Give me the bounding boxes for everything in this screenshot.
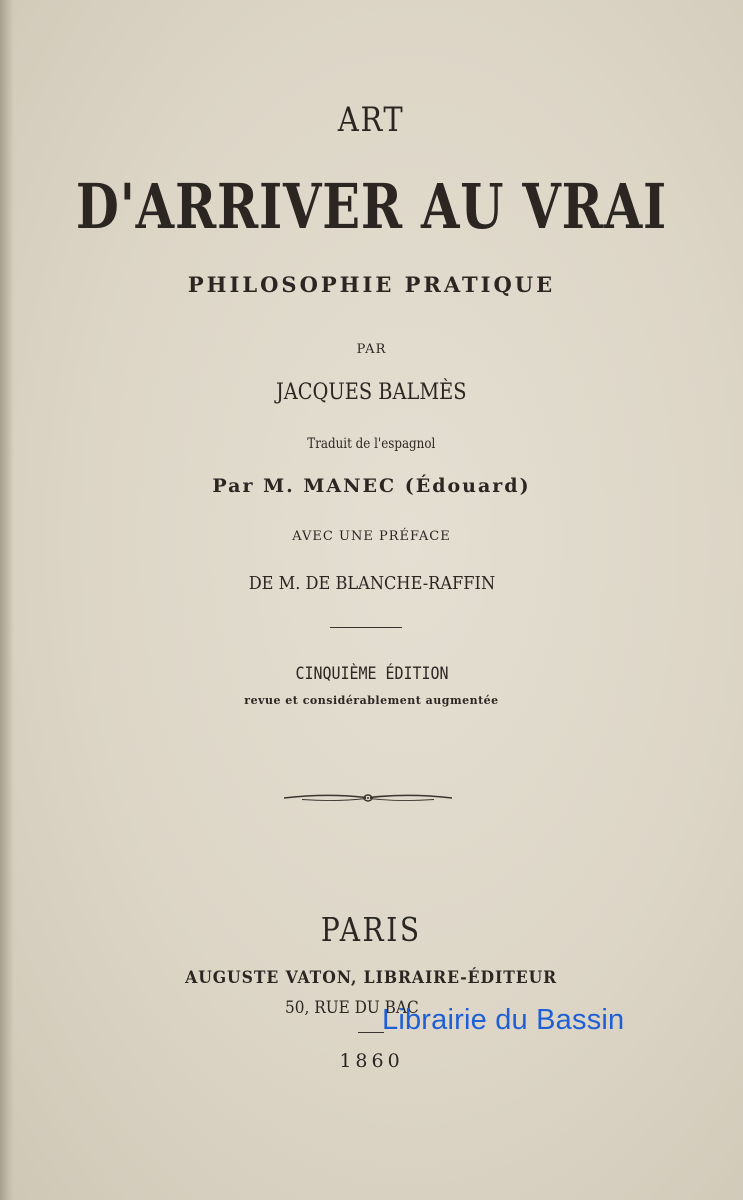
subtitle: PHILOSOPHIE PRATIQUE [187, 272, 556, 297]
publication-city-text: PARIS [321, 910, 422, 949]
publisher-name [0, 968, 743, 988]
author-name [0, 380, 743, 405]
publisher-name-text: AUGUSTE VATON, LIBRAIRE-ÉDITEUR [185, 968, 558, 988]
publication-year: 1860 [339, 1050, 404, 1072]
title-line-art [0, 100, 743, 140]
main-title [0, 170, 743, 243]
edition-label-text: CINQUIÈME ÉDITION [294, 664, 449, 684]
edition-note: revue et considérablement augmentée [244, 694, 499, 707]
main-title-text: D'ARRIVER AU VRAI [75, 170, 668, 243]
publication-city [0, 910, 743, 949]
translated-from-text: Traduit de l'espagnol [307, 436, 436, 452]
par-label: PAR [356, 342, 387, 357]
author-name-text: JACQUES BALMÈS [276, 380, 467, 405]
publisher-address-text: 50, RUE DU BAC [285, 998, 419, 1018]
preface-intro: AVEC UNE PRÉFACE [292, 529, 451, 544]
title-art-text: ART [338, 100, 405, 140]
translated-from [0, 436, 743, 452]
bookseller-watermark: Librairie du Bassin [382, 1004, 625, 1036]
preface-author-text: DE M. DE BLANCHE-RAFFIN [248, 573, 495, 594]
address-underline [358, 1032, 384, 1033]
translator-name: Par M. MANEC (Édouard) [212, 475, 531, 497]
short-divider-rule [330, 627, 402, 628]
preface-author [0, 573, 743, 594]
edition-label [0, 664, 743, 684]
ornamental-divider [282, 790, 454, 806]
